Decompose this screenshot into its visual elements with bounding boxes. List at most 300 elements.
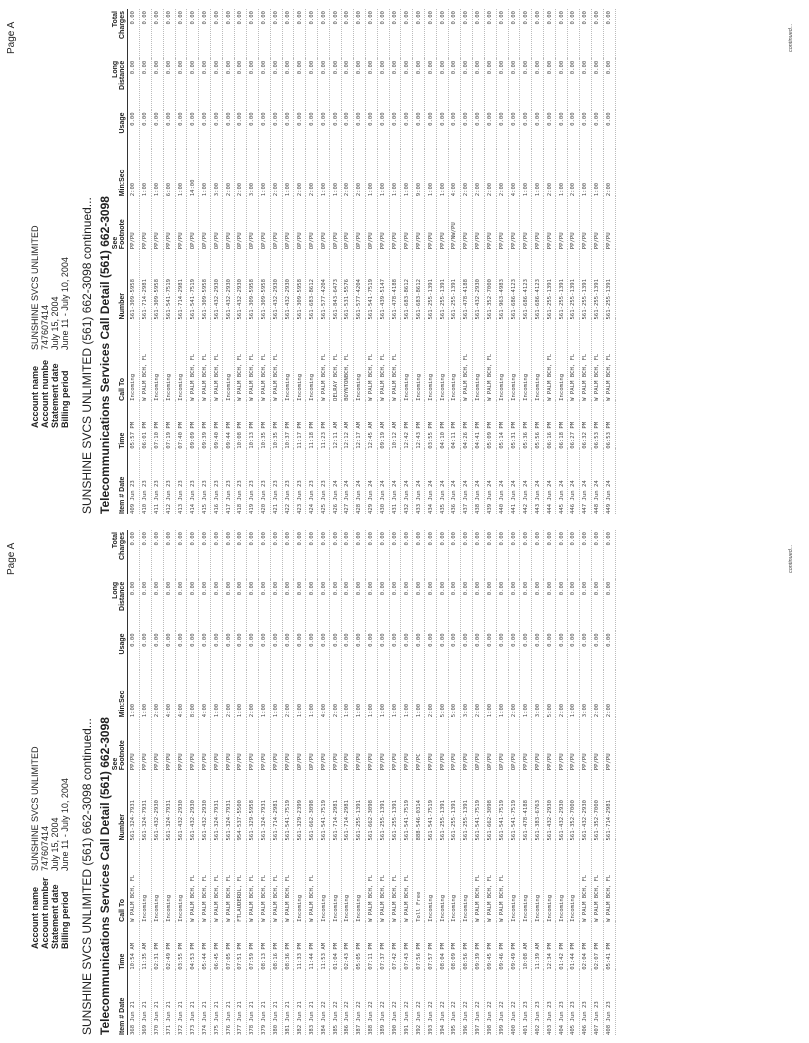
- cell-usage: 0.00: [189, 633, 196, 647]
- cell-item: 443: [534, 503, 541, 514]
- call-row: [223, 530, 235, 1035]
- col-number: Number: [112, 249, 128, 319]
- cell-callto: [496, 319, 508, 400]
- cell-ld: 0.00: [213, 581, 220, 596]
- cell-number: [128, 249, 140, 319]
- header-date: Date: [119, 476, 126, 492]
- cell-minsec: 1:00: [403, 703, 410, 718]
- cell-footnote: [175, 717, 187, 770]
- cell-number: [425, 770, 437, 840]
- cell-minsec: 4:00: [320, 703, 327, 718]
- cell-minsec: 3:00: [463, 703, 470, 718]
- cell-number: 561-255-1391: [380, 800, 387, 841]
- cell-number: [270, 770, 282, 840]
- cell-usage: 0.00: [463, 112, 470, 126]
- cell-callto: [425, 840, 437, 921]
- call-row: [246, 530, 258, 1035]
- cell-minsec: [556, 670, 568, 718]
- cell-minsec: 9:00: [415, 182, 422, 197]
- call-row: [139, 530, 151, 1035]
- cell-total: [508, 530, 520, 580]
- cell-time: 08:13 PM: [261, 942, 268, 970]
- cell-item-date: [449, 449, 461, 514]
- call-row: [413, 9, 425, 514]
- call-row: [235, 9, 247, 514]
- cell-number: 561-324-7931: [142, 800, 149, 841]
- cell-total: 0.00: [463, 532, 470, 546]
- cell-item: 444: [546, 503, 553, 514]
- cell-time: [187, 922, 199, 970]
- cell-usage: 0.00: [582, 112, 589, 126]
- cell-long-distance: [401, 580, 413, 632]
- cell-usage: 0.00: [475, 633, 482, 647]
- cell-total: 0.00: [237, 532, 244, 546]
- cell-usage: 0.00: [510, 112, 517, 126]
- cell-ld: 0.00: [356, 60, 363, 75]
- cell-item-date: [520, 449, 532, 514]
- cell-ld: 0.00: [178, 60, 184, 75]
- cell-minsec: 14:00: [189, 179, 196, 197]
- cell-ld: 0.00: [451, 60, 458, 75]
- cell-ld: 0.00: [249, 581, 256, 596]
- cell-callto: [365, 319, 377, 400]
- cell-ld: 0.00: [594, 60, 601, 75]
- cell-time: 11:17 PM: [296, 421, 303, 449]
- cell-ld: 0.00: [225, 581, 232, 596]
- cell-total: 0.00: [439, 532, 446, 546]
- cell-footnote: [199, 717, 211, 770]
- cell-footnote: [318, 717, 330, 770]
- cell-minsec: 4:00: [451, 182, 458, 197]
- cell-usage: 0.00: [487, 633, 494, 647]
- cell-footnote: OP/PU: [213, 232, 220, 250]
- cell-minsec: 1:00: [380, 182, 387, 197]
- cell-total: [377, 9, 389, 59]
- cell-ld: 0.00: [380, 581, 387, 596]
- cell-footnote: OP/PU: [308, 232, 315, 250]
- cell-time: 10:54 AM: [130, 942, 137, 970]
- cell-item-date: [187, 970, 199, 1035]
- cell-usage: [235, 631, 247, 669]
- cell-time: [365, 922, 377, 970]
- cell-minsec: 2:00: [225, 703, 232, 718]
- cell-number: 561-324-7931: [166, 800, 173, 841]
- cell-callto: [258, 319, 270, 400]
- cell-footnote: [591, 717, 603, 770]
- cell-time: 07:42 PM: [392, 942, 399, 970]
- cell-item-date: [484, 449, 496, 514]
- cell-time: 09:39 PM: [201, 421, 208, 449]
- cell-ld: 0.00: [142, 60, 149, 75]
- call-row: [139, 9, 151, 514]
- cell-total: 0.00: [332, 11, 339, 25]
- header-date: Date: [119, 997, 126, 1013]
- cell-callto: W PALM BCH, FL: [213, 353, 220, 401]
- cell-long-distance: [211, 59, 223, 111]
- cell-footnote: OP/PU: [332, 232, 339, 250]
- cell-item-date: [270, 970, 282, 1035]
- call-row: [211, 530, 223, 1035]
- cell-total: 0.00: [285, 11, 292, 25]
- cell-callto: W PALM BCH, FL: [225, 874, 232, 922]
- cell-date: Jun 24: [344, 480, 351, 501]
- cell-time: [353, 401, 365, 449]
- call-row: [187, 530, 199, 1035]
- cell-footnote: PP/PU: [178, 753, 184, 771]
- cell-usage: 0.00: [285, 633, 292, 647]
- cell-date: Jun 23: [166, 480, 173, 501]
- cell-time: [556, 401, 568, 449]
- cell-ld: 0.00: [606, 581, 613, 596]
- cell-date: Jun 23: [189, 480, 196, 501]
- cell-minsec: 2:00: [546, 182, 553, 197]
- cell-item-date: [603, 970, 615, 1035]
- billing-period: June 11 - July 10, 2004: [60, 257, 70, 350]
- cell-time: [318, 922, 330, 970]
- cell-usage: 0.00: [558, 633, 565, 647]
- cell-usage: [425, 110, 437, 148]
- cell-total: [151, 530, 163, 580]
- cell-number: [437, 770, 449, 840]
- cell-long-distance: [425, 59, 437, 111]
- cell-number: [199, 249, 211, 319]
- cell-minsec: [508, 149, 520, 197]
- header-distance: Distance: [119, 60, 126, 90]
- cell-footnote: PP/PU: [273, 753, 280, 771]
- cell-usage: [579, 631, 591, 669]
- cell-callto: W PALM BCH, FL: [380, 874, 387, 922]
- cell-usage: 0.00: [273, 112, 280, 126]
- cell-callto: [532, 840, 544, 921]
- cell-long-distance: [318, 59, 330, 111]
- cell-number: 888-546-0314: [415, 800, 422, 841]
- cell-time: 09:45 PM: [487, 942, 494, 970]
- cell-minsec: [306, 149, 318, 197]
- cell-minsec: [437, 670, 449, 718]
- cell-usage: 0.00: [427, 112, 434, 126]
- cell-number: [401, 770, 413, 840]
- cell-minsec: 2:00: [463, 182, 470, 197]
- cell-long-distance: [139, 580, 151, 632]
- cell-long-distance: [223, 580, 235, 632]
- cell-total: [413, 9, 425, 59]
- cell-total: 0.00: [380, 11, 387, 25]
- cell-total: 0.00: [344, 11, 351, 25]
- cell-item-date: [211, 970, 223, 1035]
- cell-ld: 0.00: [582, 581, 589, 596]
- cell-callto: [544, 840, 556, 921]
- cell-usage: 0.00: [225, 112, 232, 126]
- cell-time: [413, 401, 425, 449]
- cell-number: [365, 770, 377, 840]
- cell-date: Jun 22: [451, 1001, 458, 1022]
- cell-number: 561-439-5147: [380, 279, 387, 320]
- cell-minsec: [246, 670, 258, 718]
- cell-total: 0.00: [427, 532, 434, 546]
- cell-ld: 0.00: [261, 581, 268, 596]
- cell-number: [151, 249, 163, 319]
- cell-long-distance: [246, 59, 258, 111]
- cell-long-distance: [175, 59, 187, 111]
- cell-minsec: [591, 670, 603, 718]
- cell-total: 0.00: [356, 11, 363, 25]
- cell-item: 397: [475, 1024, 482, 1035]
- cell-minsec: 1:00: [392, 182, 399, 197]
- cell-footnote: [377, 717, 389, 770]
- cell-item-date: [163, 970, 175, 1035]
- cell-minsec: 5:00: [451, 703, 458, 718]
- cell-footnote: OP/PU: [296, 232, 303, 250]
- cell-total: [484, 530, 496, 580]
- cell-footnote: OP/PU: [189, 232, 196, 250]
- cell-item: 375: [213, 1024, 220, 1035]
- call-row: [425, 530, 437, 1035]
- cell-minsec: [496, 670, 508, 718]
- cell-total: [544, 530, 556, 580]
- cell-date: Jun 24: [380, 480, 387, 501]
- cell-item: 405: [570, 1024, 577, 1035]
- header-see: See: [112, 757, 119, 771]
- cell-number: [318, 249, 330, 319]
- cell-ld: 0.00: [225, 60, 232, 75]
- cell-number: 561-255-1391: [427, 279, 434, 320]
- cell-ld: 0.00: [570, 581, 577, 596]
- cell-minsec: [401, 670, 413, 718]
- cell-long-distance: [246, 580, 258, 632]
- cell-callto: Incoming: [463, 894, 470, 922]
- cell-item: 383: [308, 1024, 315, 1035]
- cell-footnote: OP/PU: [475, 753, 482, 771]
- cell-usage: [330, 110, 342, 148]
- call-row: [318, 9, 330, 514]
- cell-footnote: OP/PU: [487, 753, 494, 771]
- cell-item-date: [246, 449, 258, 514]
- cell-footnote: PP/PU: [558, 753, 565, 771]
- cell-footnote: [520, 196, 532, 249]
- cell-number: 561-541-7519: [189, 279, 196, 320]
- cell-footnote: OP/PU: [249, 232, 256, 250]
- call-row: [496, 9, 508, 514]
- cell-callto: [306, 319, 318, 400]
- cell-item: 425: [320, 503, 327, 514]
- cell-usage: [175, 631, 187, 669]
- cell-minsec: [187, 670, 199, 718]
- cell-item-date: [389, 449, 401, 514]
- statement-date-label: Statement date: [50, 884, 60, 949]
- cell-footnote: PP/PU: [285, 753, 292, 771]
- cell-item-date: [199, 970, 211, 1035]
- cell-total: 0.00: [201, 11, 208, 25]
- cell-usage: [591, 631, 603, 669]
- cell-minsec: [365, 670, 377, 718]
- cell-footnote: PP/PU: [606, 753, 613, 771]
- cell-ld: 0.00: [154, 60, 161, 75]
- cell-item-date: [128, 449, 140, 514]
- call-row: [128, 530, 140, 1035]
- cell-time: 09:40 PM: [213, 421, 220, 449]
- cell-time: 11:39 AM: [534, 942, 541, 970]
- cell-usage: 0.00: [522, 112, 529, 126]
- cell-date: Jun 23: [285, 480, 292, 501]
- cell-date: Jun 21: [130, 1001, 137, 1022]
- cell-number: [163, 770, 175, 840]
- cell-minsec: [484, 149, 496, 197]
- cell-date: Jun 24: [332, 480, 339, 501]
- cell-time: 07:11 PM: [368, 942, 375, 970]
- cell-time: [520, 922, 532, 970]
- cell-footnote: PP/PU: [594, 753, 601, 771]
- cell-footnote: PP/PU: [582, 753, 589, 771]
- cell-callto: W PALM BCH, FL: [189, 874, 196, 922]
- cell-footnote: [460, 717, 472, 770]
- cell-item-date: [413, 970, 425, 1035]
- cell-minsec: [235, 149, 247, 197]
- cell-time: [544, 401, 556, 449]
- cell-callto: [365, 840, 377, 921]
- cell-long-distance: [544, 580, 556, 632]
- cell-long-distance: [199, 59, 211, 111]
- cell-number: [413, 770, 425, 840]
- cell-date: Jun 24: [475, 480, 482, 501]
- cell-minsec: [425, 149, 437, 197]
- cell-footnote: [353, 196, 365, 249]
- cell-usage: [199, 631, 211, 669]
- cell-item-date: [270, 449, 282, 514]
- cell-total: 0.00: [178, 11, 184, 25]
- cell-minsec: 1:00: [534, 182, 541, 197]
- cell-total: 0.00: [368, 11, 375, 25]
- cell-usage: 0.00: [178, 112, 184, 126]
- cell-long-distance: [235, 59, 247, 111]
- cell-ld: 0.00: [510, 581, 517, 596]
- cell-total: [175, 9, 187, 59]
- cell-number: 561-432-2930: [201, 800, 208, 841]
- cell-footnote: [199, 196, 211, 249]
- cell-time: [496, 401, 508, 449]
- cell-long-distance: [556, 59, 568, 111]
- cell-number: [532, 249, 544, 319]
- cell-number: [496, 770, 508, 840]
- cell-number: 561-255-1391: [582, 279, 589, 320]
- cell-date: Jun 21: [296, 1001, 303, 1022]
- cell-item: 410: [142, 503, 149, 514]
- cell-number: 954-537-5500: [237, 800, 244, 841]
- cell-total: [603, 530, 615, 580]
- cell-item-date: [520, 970, 532, 1035]
- cell-long-distance: [353, 59, 365, 111]
- cell-total: 0.00: [225, 11, 232, 25]
- cell-date: Jun 22: [510, 1001, 517, 1022]
- cell-time: 05:41 PM: [606, 942, 613, 970]
- cell-usage: [556, 631, 568, 669]
- cell-ld: 0.00: [273, 581, 280, 596]
- cell-date: Jun 24: [463, 480, 470, 501]
- cell-callto: W PALM BCH, FL: [261, 353, 268, 401]
- cell-total: 0.00: [308, 11, 315, 25]
- cell-usage: 0.00: [487, 112, 494, 126]
- cell-usage: 0.00: [249, 633, 256, 647]
- cell-ld: 0.00: [332, 581, 339, 596]
- cell-total: 0.00: [475, 11, 482, 25]
- account-number: 747607414: [40, 825, 50, 871]
- cell-ld: 0.00: [427, 581, 434, 596]
- cell-minsec: 2:00: [475, 703, 482, 718]
- cell-footnote: [235, 196, 247, 249]
- cell-total: 0.00: [285, 532, 292, 546]
- cell-footnote: [389, 717, 401, 770]
- cell-callto: [128, 319, 140, 400]
- cell-date: Jun 22: [463, 1001, 470, 1022]
- cell-footnote: PP/PU: [166, 232, 173, 250]
- cell-item: 384: [320, 1024, 327, 1035]
- cell-total: [318, 9, 330, 59]
- cell-date: Jun 22: [415, 1001, 422, 1022]
- cell-time: [342, 401, 354, 449]
- cell-ld: 0.00: [558, 581, 565, 596]
- cell-total: [353, 530, 365, 580]
- cell-callto: W PALM BCH, FL: [570, 353, 577, 401]
- cell-minsec: [139, 670, 151, 718]
- account-name: SUNSHINE SVCS UNLIMITED: [30, 225, 40, 350]
- cell-number: 561-714-2981: [273, 800, 280, 841]
- cell-time: [223, 922, 235, 970]
- cell-time: [282, 401, 294, 449]
- cell-time: 05:14 PM: [499, 421, 506, 449]
- cell-item: 379: [261, 1024, 268, 1035]
- cell-number: [342, 770, 354, 840]
- cell-callto: [211, 319, 223, 400]
- call-row: [377, 9, 389, 514]
- cell-callto: W PALM BCH, FL: [546, 353, 553, 401]
- cell-item-date: [235, 970, 247, 1035]
- cell-footnote: [163, 717, 175, 770]
- call-row: [520, 530, 532, 1035]
- cell-footnote: [437, 717, 449, 770]
- cell-long-distance: [330, 59, 342, 111]
- account-number-label: Account numbe: [40, 359, 50, 428]
- cell-total: [567, 530, 579, 580]
- cell-item: 439: [487, 503, 494, 514]
- cell-minsec: 1:00: [570, 703, 577, 718]
- cell-footnote: PP/PU: [166, 753, 173, 771]
- call-detail-table: [112, 530, 616, 1035]
- billing-period-label: Billing period: [60, 370, 70, 428]
- cell-total: [282, 530, 294, 580]
- cell-number: 561-255-1391: [439, 279, 446, 320]
- cell-time: [496, 922, 508, 970]
- cell-usage: [413, 110, 425, 148]
- cell-time: [449, 922, 461, 970]
- cell-callto: [330, 319, 342, 400]
- cell-total: [413, 530, 425, 580]
- cell-number: 561-432-2930: [273, 279, 280, 320]
- cell-minsec: [579, 670, 591, 718]
- cell-ld: 0.00: [166, 60, 173, 75]
- cell-number: [199, 770, 211, 840]
- cell-number: [246, 249, 258, 319]
- cell-time: [330, 922, 342, 970]
- cell-usage: 0.00: [546, 633, 553, 647]
- cell-callto: Incoming: [451, 894, 458, 922]
- cell-minsec: 1:00: [178, 182, 184, 197]
- cell-item: 396: [463, 1024, 470, 1035]
- cell-time: [484, 922, 496, 970]
- cell-time: [401, 922, 413, 970]
- cell-number: 561-255-1391: [392, 800, 399, 841]
- cell-minsec: [270, 149, 282, 197]
- cell-date: Jun 24: [510, 480, 517, 501]
- cell-number: 561-432-2930: [237, 279, 244, 320]
